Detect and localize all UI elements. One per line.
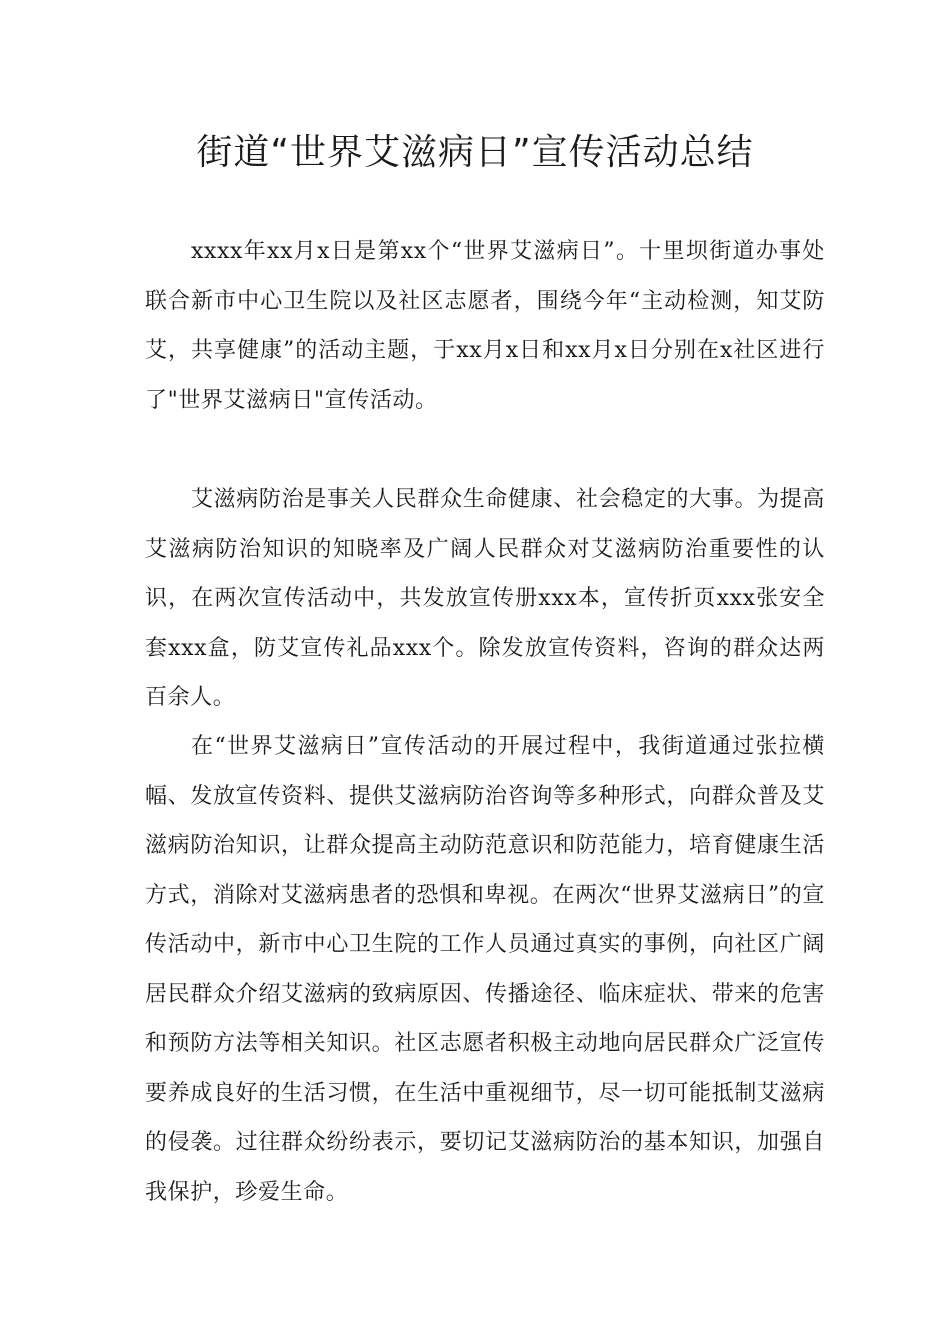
paragraph-intro: xxxx年xx月x日是第xx个“世界艾滋病日”。十里坝街道办事处联合新市中心卫生院以及社区志愿者，围绕今年“主动检测，知艾防艾，共享健康”的活动主题，于xx月x日和xx月x日分别在x社区进行了"世界艾滋病日"宣传活动。 [145,239,825,413]
document-title: 街道“世界艾滋病日”宣传活动总结 [196,132,754,173]
paragraph-distribution: 艾滋病防治是事关人民群众生命健康、社会稳定的大事。为提高艾滋病防治知识的知晓率及广阔人民群众对艾滋病防治重要性的认识，在两次宣传活动中，共发放宣传册xxx本，宣传折页xxx张安全套xxx盒，防艾宣传礼品xxx个。除发放宣传资料，咨询的群众达两百余人。 [145,487,825,710]
paragraph-activities: 在“世界艾滋病日”宣传活动的开展过程中，我街道通过张拉横幅、发放宣传资料、提供艾滋病防治咨询等多种形式，向群众普及艾滋病防治知识，让群众提高主动防范意识和防范能力，培育健康生活方式，消除对艾滋病患者的恐惧和卑视。在两次“世界艾滋病日”的宣传活动中，新市中心卫生院的工作人员通过真实的事例，向社区广阔居民群众介绍艾滋病的致病原因、传播途径、临床症状、带来的危害和预防方法等相关知识。社区志愿者积极主动地向居民群众广泛宣传要养成良好的生活习惯，在生活中重视细节，尽一切可能抵制艾滋病的侵袭。过往群众纷纷表示，要切记艾滋病防治的基本知识，加强自我保护，珍爱生命。 [145,734,825,1205]
